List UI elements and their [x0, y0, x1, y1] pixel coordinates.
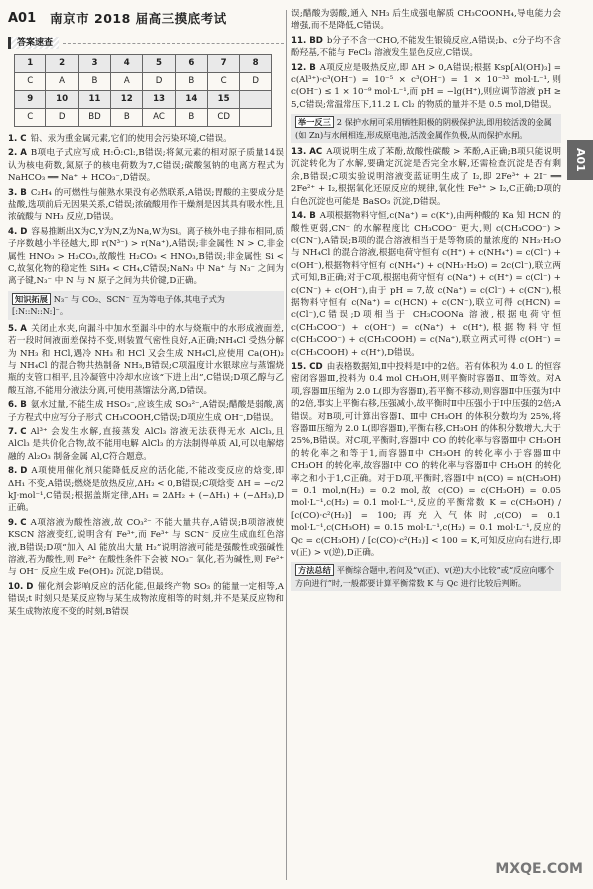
- question-12: 12. B A项反应是吸热反应,即 ΔH > 0,A错误;根据 Ksp[Al(OH)₃] = c(Al³⁺)·c³(OH⁻) = 10⁻⁵ × c³(OH⁻) = 1 × 10⁻³³ mol·L⁻¹,则 c(OH⁻) ≤ 1 × 10⁻⁹ mol·L⁻¹,而 pH = −lg(H⁺),则应调节溶液 pH ≥ 5,C错误;常温常压下,11.2 L Cl₂ 的物质的量并不是 0.5 mol,D错误。: [291, 62, 561, 110]
- question-10: 10. D 催化剂会影响反应的活化能,但最终产物 SO₃ 的能量一定相等,A错误;t 时刻只是某反应物与某生成物浓度相等的时刻,并不是某反应物和某生成物浓度不变的时刻,B错误: [8, 581, 284, 617]
- question-3: 3. B C₂H₄ 的可燃性与催熟水果没有必然联系,A错误;胃酸的主要成分是盐酸,选项前后无因果关系,C错误;浓硫酸用作干燥剂是因其具有吸水性,且浓硫酸与 NH₃ 反应,D错误。: [8, 187, 284, 223]
- question-11: 11. BD b分子不含一CHO,不能发生银镜反应,A错误;b、c分子均不含酚羟基,不能与 FeCl₃ 溶液发生显色反应,C错误。: [291, 35, 561, 59]
- column-divider: [286, 10, 287, 880]
- question-4: 4. D 容易推断出X为C,Y为N,Z为Na,W为Si。离子核外电子排布相同,质子序数越小半径越大,即 r(N³⁻) > r(Na⁺),A错误;非金属性 N > C,非金属性 HNO₃ > H₂CO₃,故酸性 H₂CO₃ < HNO₃,B错误;非金属性 Si < C,故氢化物的稳定性 SiH₄ < CH₄,C错误;NaN₃ 中 Na⁺ 与 N₃⁻ 之间为离子键,N₃⁻ 中 N 与 N 原子之间为共价键,D正确。: [8, 226, 284, 287]
- knowledge-extension-box: 知识拓展 N₃⁻ 与 CO₂、SCN⁻ 互为等电子体,其电子式为 [:N::N::N:]⁻。: [8, 291, 284, 320]
- left-column: [8, 8, 284, 620]
- question-7: 7. C Al³⁺ 会发生水解,直接蒸发 AlCl₃ 溶液无法获得无水 AlCl₃,且 AlCl₃ 是共价化合物,故不能用电解 AlCl₃ 的方法制得单质 Al,可以电解熔融的 Al₂O₃ 制备金属 Al,C符合题意。: [8, 426, 284, 462]
- answer-table: [14, 54, 272, 127]
- table-row: 1 2 3 4 5 6 7 8: [15, 55, 272, 73]
- question-9: 9. C A项溶液为酸性溶液,故 CO₃²⁻ 不能大量共存,A错误;B项溶液使 KSCN 溶液变红,说明含有 Fe³⁺,而 Fe³⁺ 与 SCN⁻ 反应生成血红色溶液,B错误;D项“加入 Al 能放出大量 H₂”说明溶液可能是强酸性或强碱性溶液,若为酸性,则 Fe²⁺ 在酸性条件下会被 NO₃⁻ 氧化,若为碱性,则 Fe²⁺ 与 OH⁻ 反应生成 Fe(OH)₂ 沉淀,D错误。: [8, 517, 284, 578]
- question-1: 1. C 铅、汞为重金属元素,它们的使用会污染环境,C错误。: [8, 134, 232, 144]
- watermark: MXQE.COM: [495, 860, 583, 877]
- question-6: 6. B 氨水过量,不能生成 HSO₃⁻,应该生成 SO₃²⁻,A错误;醋酸是弱酸,离子方程式中应写分子形式 CH₃COOH,C错误;D项应生成 OH⁻,D错误。: [8, 400, 284, 423]
- dashed-rule: [63, 43, 284, 44]
- side-tab: A01: [567, 140, 593, 180]
- question-10-continued: 误;醋酸为弱酸,通入 NH₃ 后生成强电解质 CH₃COONH₄,导电能力会增强,而不是降低,C错误。: [291, 9, 561, 32]
- page-header: [8, 8, 284, 30]
- question-2: 2. A B项电子式应写成 H:Ö:Cl:,B错误;将氮元素的相对原子质量14误认为核电荷数,氮原子的核电荷数为7,C错误;碳酸氢钠的电离方程式为 NaHCO₃ ══ Na⁺ + HCO₃⁻,D错误。: [8, 148, 284, 184]
- infer-box: 举一反三 2 保护水闸可采用牺牲阳极的阴极保护法,即用较活泼的金属(如 Zn)与水闸相连,形成原电池,活泼金属作负极,从而保护水闸。: [291, 114, 561, 143]
- question-8: 8. D A项使用催化剂只能降低反应的活化能,不能改变反应的焓变,即 ΔH₁ 不变,A错误;燃烧是放热反应,ΔH₂ < 0,B错误;C项焓变 ΔH = −c/2 kJ·mol⁻¹,C错误;根据盖斯定律,ΔH₁ = 2ΔH₂ + (−ΔH₁) + (−ΔH₃),D正确。: [8, 466, 284, 514]
- table-row: 9 10 11 12 13 14 15: [15, 91, 272, 109]
- exam-code: A01: [8, 10, 37, 26]
- method-summary-box: 方法总结 平衡综合题中,若问及“v(正)、v(逆)大小比较”或“反应向哪个方向进行”时,一般都要计算平衡常数 K 与 Qc 进行比较后判断。: [291, 562, 561, 591]
- question-14: 14. B A项根据物料守恒,c(Na⁺) = c(K⁺),由两种酸的 Ka 知 HCN 的酸性更弱,CN⁻ 的水解程度比 CH₃COO⁻ 更大,则 c(CH₃COO⁻) > c(CN⁻),A错误;B项的混合溶液相当于是等物质的量浓度的 NH₃·H₂O 与 NH₄Cl 的混合溶液,根据电荷守恒有 c(H⁺) + c(NH₄⁺) = c(Cl⁻) + c(OH⁻),根据物料守恒有 c(NH₄⁺) + c(NH₃·H₂O) = 2c(Cl⁻),联立两式可知,B正确;对于C项,根据电荷守恒有 c(Na⁺) + c(H⁺) = c(Cl⁻) + c(CN⁻) + c(OH⁻),由于 pH = 7,故 c(Na⁺) = c(Cl⁻) + c(CN⁻),根据物料守恒有 c(Na⁺) = c(HCN) + c(CN⁻),联立可得 c(HCN) = c(Cl⁻),C错误;D项相当于 CH₃COONa 溶液,根据电荷守恒 c(CH₃COO⁻) + c(OH⁻) = c(Na⁺) + c(H⁺),根据物料守恒 c(CH₃COO⁻) + c(CH₃COOH) = c(Na⁺),联立两式可得 c(OH⁻) = c(CH₃COOH) + c(H⁺),D错误。: [291, 211, 561, 358]
- question-13: 13. AC A项说明生成了苯酚,故酸性碳酸 > 苯酚,A正确;B项只能说明沉淀转化为了水解,要确定沉淀是否完全水解,还需检查沉淀是否有剩余,B错误;C项实验说明溶液变蓝证明生成了 I₂,即 2Fe³⁺ + 2I⁻ ══ 2Fe²⁺ + I₂,根据氧化还原反应的规律,氧化性 Fe³⁺ > I₂,C正确;D项的白色沉淀也可能是 BaSO₃ 沉淀,D错误。: [291, 147, 561, 207]
- answer-section-label: 答案速查: [8, 37, 59, 49]
- right-column: [291, 8, 561, 594]
- answer-section-bar: [8, 36, 284, 50]
- table-row: C A B A D B C D: [15, 73, 272, 91]
- exam-title: 南京市 2018 届高三摸底考试: [50, 10, 227, 26]
- table-row: C D BD B AC B CD: [15, 109, 272, 127]
- question-15: 15. CD 由表格数据知,Ⅱ中投料是Ⅰ中的2倍。若有体积为 4.0 L 的恒容密闭容器Ⅲ,投料为 0.4 mol CH₃OH,则平衡时容器Ⅱ、Ⅲ等效。对A项,容器Ⅲ压缩为 2.0 L(即为容器Ⅱ),若平衡不移动,则容器Ⅱ中压强为Ⅰ中的2倍,事实上平衡右移,压强减小,故平衡时Ⅱ中压强小于Ⅰ中压强的2倍;A错误。对B项,可计算出容器Ⅰ、Ⅲ中 CH₃OH 的体积分数均为 25%,将容器Ⅲ压缩为 2.0 L(即容器Ⅱ),平衡右移,CH₃OH 的体积分数增大,大于 25%,B错误。对C项,平衡时,容器Ⅰ中 CO 的转化率与容器Ⅲ中 CH₃OH 的转化率之和等于1,而容器Ⅱ中 CH₃OH 的转化率小于容器Ⅲ中 CH₃OH 的转化率,故容器Ⅰ中 CO 的转化率与容器Ⅱ中 CH₃OH 的转化率之和小于1,C正确。对于D项,平衡时,容器Ⅰ中 n(CO) = n(CH₃OH) = 0.1 mol,n(H₂) = 0.2 mol,故 c(CO) = c(CH₃OH) = 0.05 mol·L⁻¹,c(H₂) = 0.1 mol·L⁻¹,反应的平衡常数 K = c(CH₃OH) / [c(CO)·c²(H₂)] = 100;再充入气体时,c(CO) = 0.1 mol·L⁻¹,c(CH₃OH) = 0.15 mol·L⁻¹,c(H₂) = 0.1 mol·L⁻¹,反应的 Qc = c(CH₃OH) / [c(CO)·c²(H₂)] < 100 = K,可知反应向右进行,即 v(正) > v(逆),D正确。: [291, 361, 561, 559]
- question-5: 5. A 关闭止水夹,向漏斗中加水至漏斗中的水与烧瓶中的水形成液面差,若一段时间液面差保持不变,则装置气密性良好,A正确;NH₄Cl 受热分解为 NH₃ 和 HCl,遇冷 NH₃ 和 HCl 又会生成 NH₄Cl,应使用 Ca(OH)₂ 与 NH₄Cl 的混合物共热制备 NH₃,B错误;C项温度计水银球应与蒸馏烧瓶的支管口相平,且冷凝管中冷却水应该“下进上出”,C错误;D项乙醇与乙酸互溶,不能用分液法分离,可使用蒸馏法分离,D错误。: [8, 323, 284, 396]
